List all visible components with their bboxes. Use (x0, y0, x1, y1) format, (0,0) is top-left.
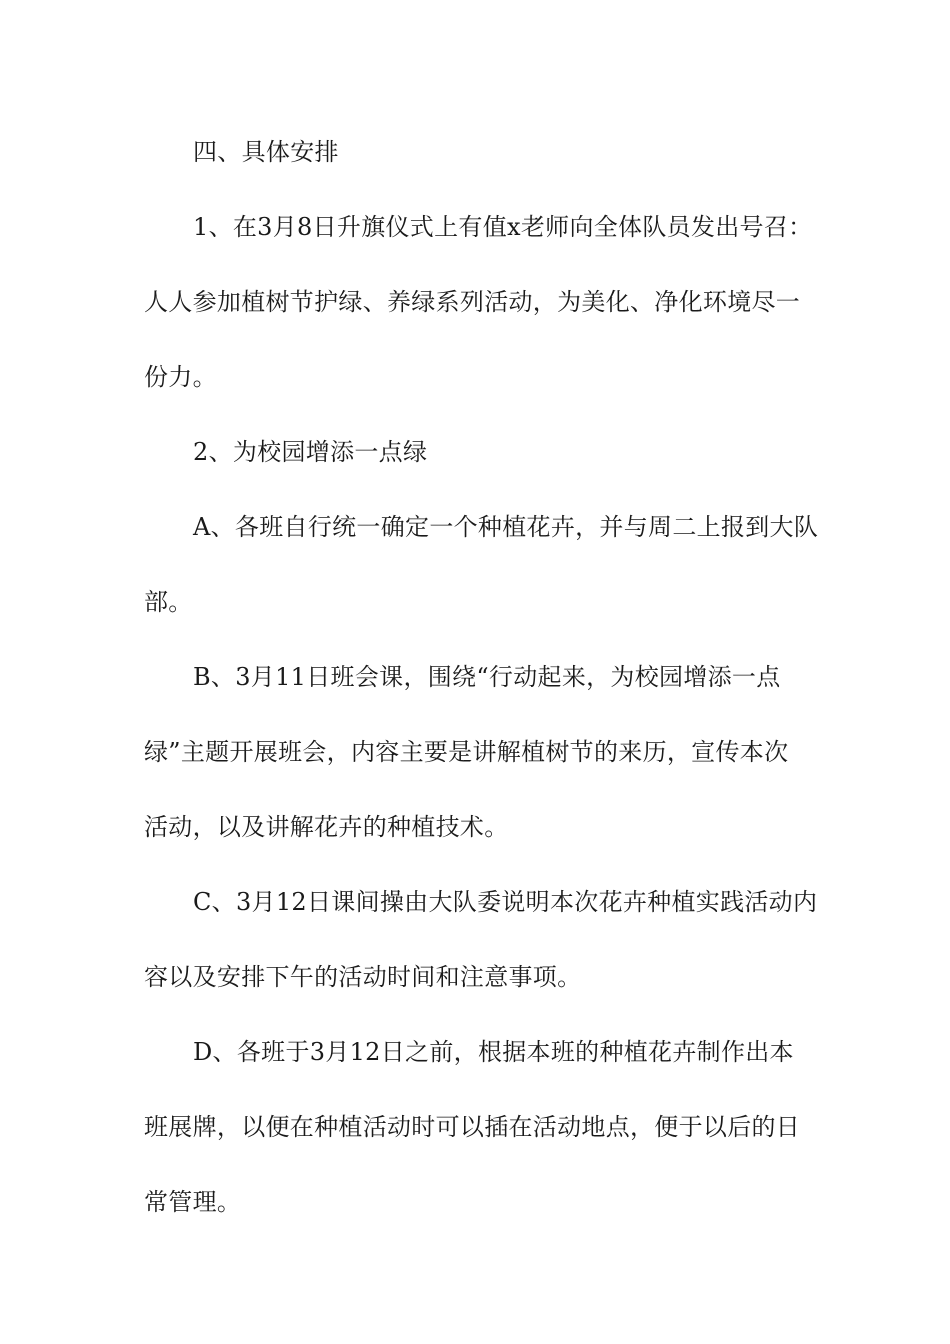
paragraph-line: 1、在3月8日升旗仪式上有值x老师向全体队员发出号召： (193, 213, 813, 241)
paragraph-line: 部。 (144, 588, 193, 616)
section-heading: 四、具体安排 (193, 138, 339, 166)
paragraph-line: 份力。 (144, 363, 217, 391)
paragraph-line: 人人参加植树节护绿、养绿系列活动，为美化、净化环境尽一 (144, 288, 801, 316)
paragraph-line: 活动，以及讲解花卉的种植技术。 (144, 813, 509, 841)
subsection-heading: 2、为校园增添一点绿 (193, 438, 428, 466)
paragraph-line: A、各班自行统一确定一个种植花卉，并与周二上报到大队 (193, 513, 819, 541)
paragraph-line: B、3月11日班会课，围绕“行动起来，为校园增添一点 (193, 663, 781, 691)
paragraph-line: 容以及安排下午的活动时间和注意事项。 (144, 963, 582, 991)
paragraph-line: 绿”主题开展班会，内容主要是讲解植树节的来历，宣传本次 (144, 738, 789, 766)
paragraph-line: D、各班于3月12日之前，根据本班的种植花卉制作出本 (193, 1038, 794, 1066)
paragraph-line: C、3月12日课间操由大队委说明本次花卉种植实践活动内 (193, 888, 818, 916)
paragraph-line: 班展牌，以便在种植活动时可以插在活动地点，便于以后的日 (144, 1113, 801, 1141)
paragraph-line: 常管理。 (144, 1188, 242, 1216)
